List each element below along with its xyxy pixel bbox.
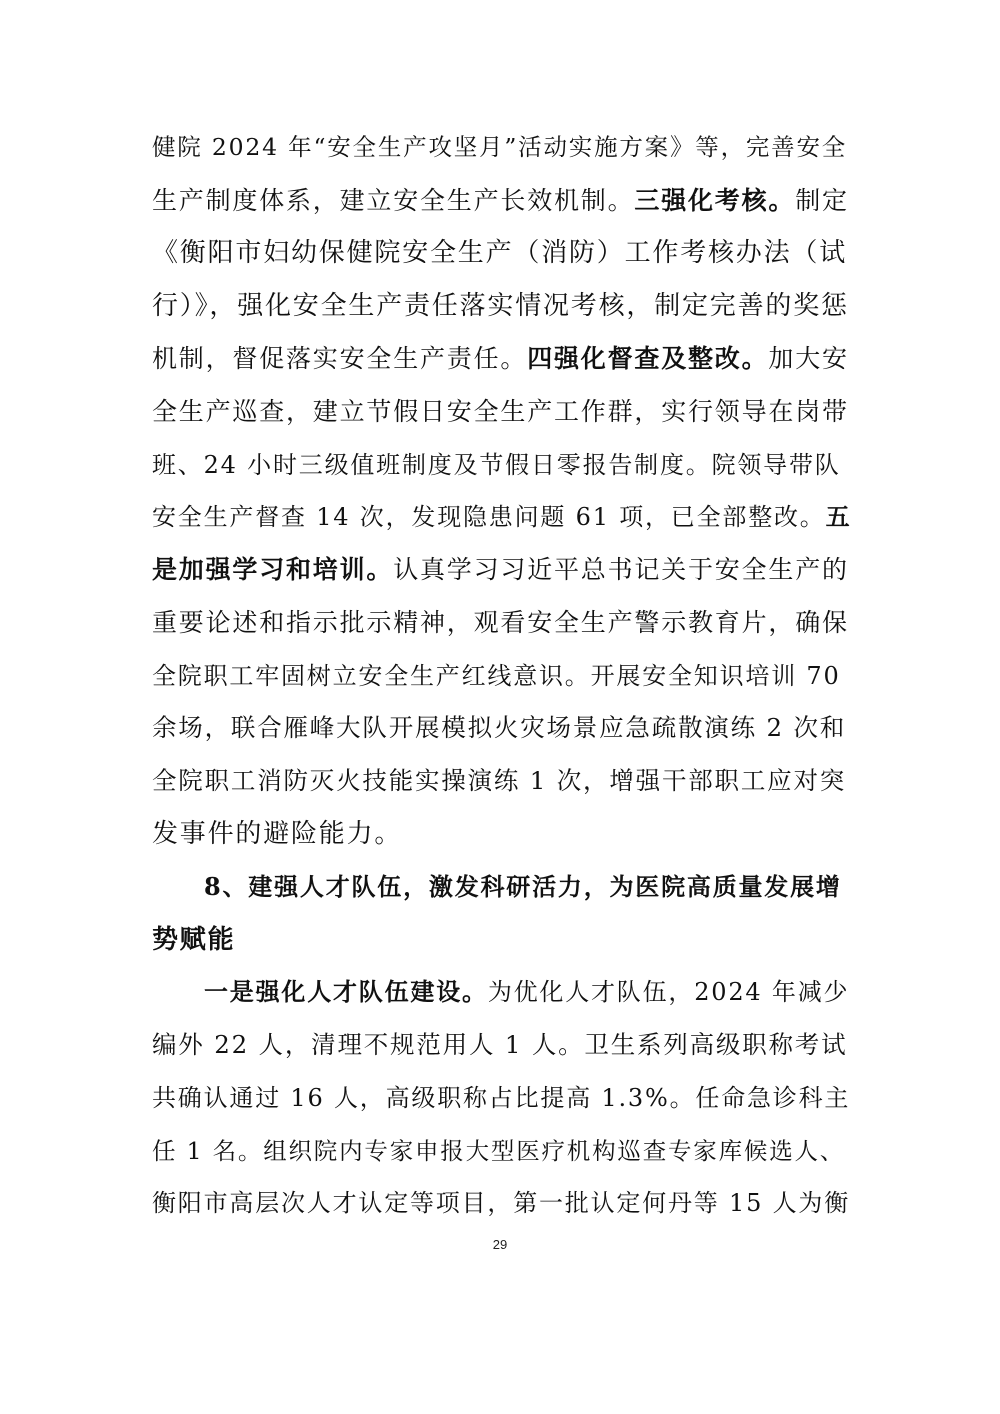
page-number: 29 (492, 1237, 508, 1252)
bold-inline-heading: 三强化考核。 (634, 186, 796, 215)
section-heading-line (152, 920, 852, 960)
text-run: 行）》，强化安全生产责任落实情况考核，制定完善的奖惩 (152, 291, 849, 321)
bold-inline-heading: 四强化督查及整改。 (527, 344, 769, 373)
body-text-line (152, 233, 852, 273)
body-text-line (152, 1025, 852, 1065)
body-text-line (152, 497, 852, 537)
text-run: 班、24 小时三级值班制度及节假日零报告制度。院领导带队 (152, 451, 841, 479)
body-text-line (152, 127, 852, 167)
bold-inline-heading: 一是强化人才队伍建设。 (204, 977, 488, 1006)
section-heading-line (204, 867, 852, 907)
body-text-line (152, 445, 852, 485)
body-text-line (152, 814, 852, 854)
text-run: 衡阳市高层次人才认定等项目，第一批认定何丹等 15 人为衡 (152, 1189, 850, 1217)
body-text-line (152, 286, 852, 326)
text-run: 加大安 (768, 344, 849, 373)
body-text-line (152, 181, 852, 221)
body-text-line (152, 1131, 852, 1171)
body-text-line (152, 761, 852, 801)
text-run: 健院 2024 年“安全生产攻坚月”活动实施方案》等，完善安全 (152, 133, 848, 161)
text-run: 发事件的避险能力。 (152, 819, 403, 849)
text-run: 制定 (795, 186, 849, 215)
text-run: 全生产巡查，建立节假日安全生产工作群，实行领导在岗带 (152, 397, 849, 426)
body-text-line (152, 550, 852, 590)
text-run: 全院职工牢固树立安全生产红线意识。开展安全知识培训 70 (152, 662, 841, 690)
text-run: 余场，联合雁峰大队开展模拟火灾场景应急疏散演练 2 次和 (152, 713, 847, 742)
text-run: 编外 22 人，清理不规范用人 1 人。卫生系列高级职称考试 (152, 1030, 848, 1059)
section-heading-text: 势赋能 (152, 925, 236, 955)
body-text-line (152, 656, 852, 696)
bold-inline-heading: 是加强学习和培训。 (152, 555, 394, 584)
body-text-line (152, 392, 852, 432)
bold-inline-heading: 五 (825, 502, 852, 531)
section-heading-text: 8、建强人才队伍，激发科研活力，为医院高质量发展增 (204, 872, 842, 901)
body-text-line (152, 708, 852, 748)
text-run: 认真学习习近平总书记关于安全生产的 (393, 555, 849, 584)
body-text-line (204, 972, 852, 1012)
body-text-line (152, 1078, 852, 1118)
body-text-line (152, 1183, 852, 1223)
text-run: 安全生产督查 14 次，发现隐患问题 61 项，已全部整改。 (152, 503, 826, 531)
text-run: 生产制度体系，建立安全生产长效机制。 (152, 186, 635, 215)
text-run: 重要论述和指示批示精神，观看安全生产警示教育片，确保 (152, 608, 849, 637)
body-text-line (152, 603, 852, 643)
text-run: 《衡阳市妇幼保健院安全生产（消防）工作考核办法（试 (152, 238, 848, 268)
text-run: 机制，督促落实安全生产责任。 (152, 344, 528, 373)
body-text-line (152, 339, 852, 379)
text-run: 共确认通过 16 人，高级职称占比提高 1.3%。任命急诊科主 (152, 1084, 851, 1112)
text-run: 为优化人才队伍，2024 年减少 (487, 978, 850, 1006)
text-run: 任 1 名。组织院内专家申报大型医疗机构巡查专家库候选人、 (152, 1137, 846, 1165)
text-run: 全院职工消防灭火技能实操演练 1 次，增强干部职工应对突 (152, 766, 847, 795)
